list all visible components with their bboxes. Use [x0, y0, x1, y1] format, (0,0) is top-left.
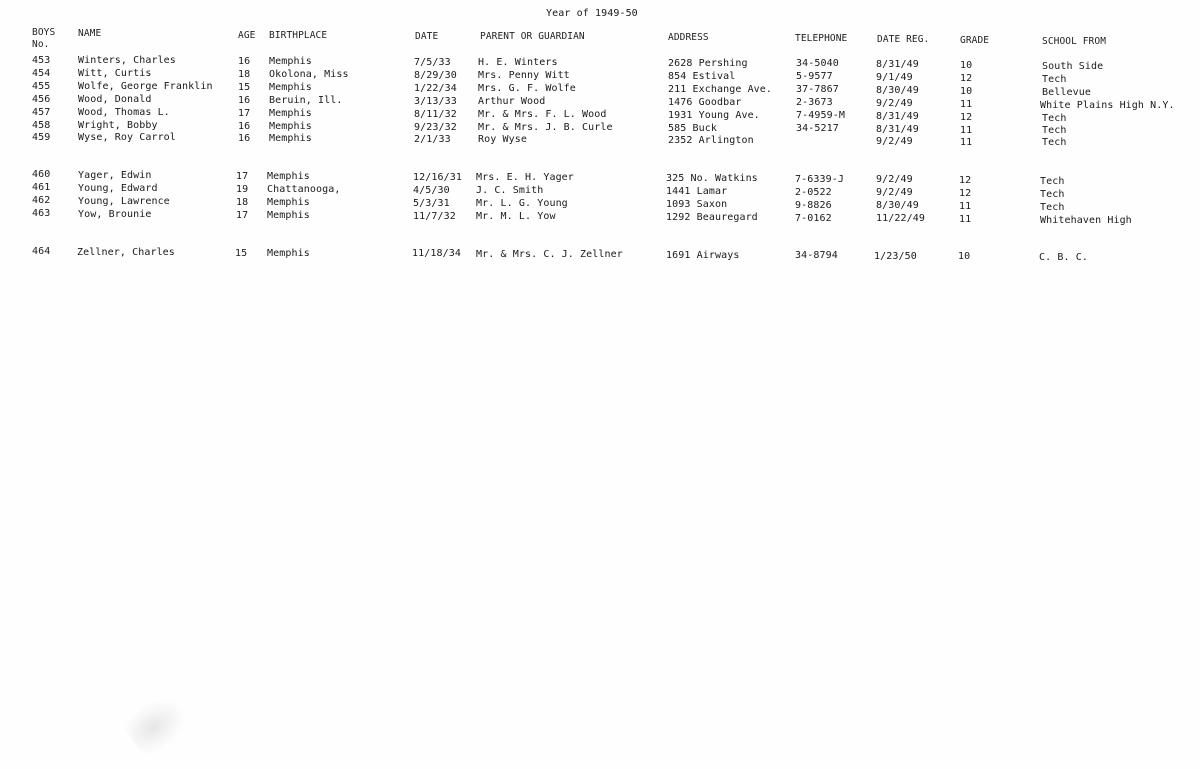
cell-date: 12/16/31: [413, 172, 462, 183]
cell-school-from: White Plains High N.Y.: [1040, 100, 1175, 111]
cell-date-reg: 8/31/49: [876, 111, 919, 122]
cell-telephone: 7-0162: [795, 213, 832, 224]
cell-date: 1/22/34: [414, 83, 457, 94]
cell-age: 18: [238, 69, 251, 80]
cell-date-reg: 8/31/49: [876, 124, 919, 135]
cell-age: 18: [236, 197, 249, 208]
header-date-reg: DATE REG.: [877, 34, 930, 45]
cell-address: 1292 Beauregard: [666, 212, 758, 223]
cell-parent: Mr. & Mrs. C. J. Zellner: [476, 249, 623, 260]
cell-name: Young, Lawrence: [78, 196, 170, 207]
cell-age: 16: [238, 56, 251, 67]
header-birthplace: BIRTHPLACE: [269, 30, 328, 41]
cell-age: 19: [236, 184, 249, 195]
header-address: ADDRESS: [668, 32, 709, 43]
header-boys: BOYS: [32, 27, 56, 38]
cell-birthplace: Memphis: [269, 82, 312, 93]
cell-name: Wyse, Roy Carrol: [78, 132, 176, 143]
cell-boys-no: 453: [32, 55, 51, 66]
cell-date-reg: 9/1/49: [876, 72, 913, 83]
cell-telephone: 34-8794: [795, 250, 838, 261]
cell-name: Wolfe, George Franklin: [78, 81, 213, 92]
cell-boys-no: 454: [32, 68, 51, 79]
cell-birthplace: Memphis: [269, 56, 312, 67]
header-name: NAME: [78, 28, 102, 39]
header-school-from: SCHOOL FROM: [1042, 36, 1107, 47]
cell-birthplace: Memphis: [269, 108, 312, 119]
paper-smudge: [120, 687, 197, 761]
cell-school-from: Tech: [1040, 189, 1065, 200]
cell-telephone: 2-0522: [795, 187, 832, 198]
cell-name: Zellner, Charles: [77, 247, 175, 258]
cell-address: 1441 Lamar: [666, 186, 728, 197]
cell-age: 17: [236, 210, 249, 221]
cell-age: 17: [238, 108, 251, 119]
cell-birthplace: Memphis: [267, 197, 310, 208]
cell-boys-no: 459: [32, 132, 51, 143]
cell-address: 854 Estival: [668, 71, 736, 82]
cell-age: 15: [238, 82, 251, 93]
cell-school-from: Tech: [1042, 125, 1067, 136]
page-title: Year of 1949-50: [546, 8, 638, 19]
table-row: [0, 208, 1200, 226]
cell-address: 2628 Pershing: [668, 58, 748, 69]
cell-name: Wood, Thomas L.: [78, 107, 170, 118]
cell-date: 8/11/32: [414, 109, 457, 120]
cell-school-from: Tech: [1040, 202, 1065, 213]
cell-address: 1093 Saxon: [666, 199, 728, 210]
cell-grade: 11: [960, 99, 973, 110]
cell-telephone: 7-6339-J: [795, 174, 844, 185]
cell-grade: 10: [958, 251, 971, 262]
cell-parent: Mr. M. L. Yow: [476, 211, 556, 222]
cell-grade: 11: [960, 137, 973, 148]
cell-date-reg: 1/23/50: [874, 251, 917, 262]
cell-school-from: Tech: [1042, 113, 1067, 124]
cell-address: 1691 Airways: [666, 250, 740, 261]
cell-birthplace: Memphis: [267, 248, 310, 259]
cell-name: Wood, Donald: [78, 94, 152, 105]
cell-boys-no: 464: [32, 246, 51, 257]
cell-date: 7/5/33: [414, 57, 451, 68]
cell-boys-no: 461: [32, 182, 51, 193]
cell-date-reg: 9/2/49: [876, 98, 913, 109]
cell-grade: 10: [960, 60, 973, 71]
cell-boys-no: 458: [32, 120, 51, 131]
cell-birthplace: Memphis: [267, 171, 310, 182]
cell-name: Yager, Edwin: [78, 170, 152, 181]
cell-date-reg: 9/2/49: [876, 174, 913, 185]
cell-address: 2352 Arlington: [668, 135, 754, 146]
cell-telephone: 9-8826: [795, 200, 832, 211]
cell-date: 9/23/32: [414, 122, 457, 133]
cell-date-reg: 8/31/49: [876, 59, 919, 70]
cell-birthplace: Memphis: [269, 121, 312, 132]
table-row: [0, 132, 1200, 148]
cell-date-reg: 11/22/49: [876, 213, 925, 224]
cell-parent: Mrs. Penny Witt: [478, 70, 570, 81]
cell-boys-no: 457: [32, 107, 51, 118]
cell-name: Yow, Brounie: [78, 209, 152, 220]
table-row: [0, 55, 1200, 72]
header-grade: GRADE: [960, 35, 990, 46]
cell-name: Wright, Bobby: [78, 120, 158, 131]
cell-parent: Arthur Wood: [478, 96, 546, 107]
cell-date-reg: 8/30/49: [876, 200, 919, 211]
cell-birthplace: Okolona, Miss: [269, 69, 349, 80]
cell-date: 2/1/33: [414, 134, 451, 145]
table-row: [0, 182, 1200, 200]
cell-address: 211 Exchange Ave.: [668, 84, 773, 95]
cell-school-from: Whitehaven High: [1040, 215, 1132, 226]
cell-parent: H. E. Winters: [478, 57, 558, 68]
cell-grade: 11: [959, 214, 972, 225]
table-row: [0, 195, 1200, 213]
cell-parent: Mrs. E. H. Yager: [476, 172, 574, 183]
cell-school-from: C. B. C.: [1039, 252, 1088, 263]
cell-birthplace: Memphis: [267, 210, 310, 221]
cell-date: 11/7/32: [413, 211, 456, 222]
cell-name: Young, Edward: [78, 183, 158, 194]
header-telephone: TELEPHONE: [795, 33, 848, 44]
cell-telephone: 7-4959-M: [796, 110, 845, 121]
table-row: [0, 169, 1200, 187]
cell-date-reg: 9/2/49: [876, 187, 913, 198]
cell-date-reg: 8/30/49: [876, 85, 919, 96]
cell-grade: 10: [960, 86, 973, 97]
cell-school-from: Tech: [1042, 137, 1067, 148]
header-age: AGE: [238, 30, 256, 41]
header-date: DATE: [415, 31, 439, 42]
cell-school-from: Bellevue: [1042, 87, 1091, 98]
cell-school-from: Tech: [1042, 74, 1067, 85]
cell-birthplace: Memphis: [269, 133, 312, 144]
cell-age: 16: [238, 133, 251, 144]
table-row: [0, 246, 1200, 263]
cell-date: 8/29/30: [414, 70, 457, 81]
cell-address: 1931 Young Ave.: [668, 110, 760, 121]
cell-age: 17: [236, 171, 249, 182]
cell-telephone: 37-7867: [796, 84, 839, 95]
cell-age: 15: [235, 248, 248, 259]
table-row: [0, 68, 1200, 85]
cell-address: 1476 Goodbar: [668, 97, 742, 108]
cell-boys-no: 462: [32, 195, 51, 206]
cell-boys-no: 463: [32, 208, 51, 219]
cell-address: 325 No. Watkins: [666, 173, 758, 184]
cell-parent: Roy Wyse: [478, 134, 527, 145]
table-row: [0, 94, 1200, 111]
cell-age: 16: [238, 95, 251, 106]
cell-telephone: 5-9577: [796, 71, 833, 82]
cell-age: 16: [238, 121, 251, 132]
cell-date: 11/18/34: [412, 248, 461, 259]
cell-school-from: South Side: [1042, 61, 1104, 72]
cell-date: 3/13/33: [414, 96, 457, 107]
cell-school-from: Tech: [1040, 176, 1065, 187]
cell-telephone: 34-5040: [796, 58, 839, 69]
cell-date: 4/5/30: [413, 185, 450, 196]
cell-date-reg: 9/2/49: [876, 136, 913, 147]
cell-parent: Mr. & Mrs. J. B. Curle: [478, 122, 613, 133]
cell-birthplace: Beruin, Ill.: [269, 95, 343, 106]
cell-boys-no: 456: [32, 94, 51, 105]
cell-grade: 12: [959, 188, 972, 199]
cell-grade: 11: [959, 201, 972, 212]
cell-parent: Mr. & Mrs. F. L. Wood: [478, 109, 607, 120]
cell-telephone: 2-3673: [796, 97, 833, 108]
cell-boys-no: 455: [32, 81, 51, 92]
cell-date: 5/3/31: [413, 198, 450, 209]
cell-address: 585 Buck: [668, 123, 717, 134]
cell-parent: J. C. Smith: [476, 185, 544, 196]
cell-grade: 12: [960, 112, 973, 123]
cell-name: Winters, Charles: [78, 55, 176, 66]
cell-grade: 12: [960, 73, 973, 84]
cell-grade: 12: [959, 175, 972, 186]
cell-boys-no: 460: [32, 169, 51, 180]
table-row: [0, 107, 1200, 124]
table-row: [0, 81, 1200, 98]
header-no: No.: [32, 39, 50, 50]
cell-grade: 11: [960, 125, 973, 136]
cell-name: Witt, Curtis: [78, 68, 152, 79]
header-parent: PARENT OR GUARDIAN: [480, 31, 585, 42]
cell-parent: Mr. L. G. Young: [476, 198, 568, 209]
cell-telephone: 34-5217: [796, 123, 839, 134]
cell-parent: Mrs. G. F. Wolfe: [478, 83, 576, 94]
cell-birthplace: Chattanooga,: [267, 184, 341, 195]
